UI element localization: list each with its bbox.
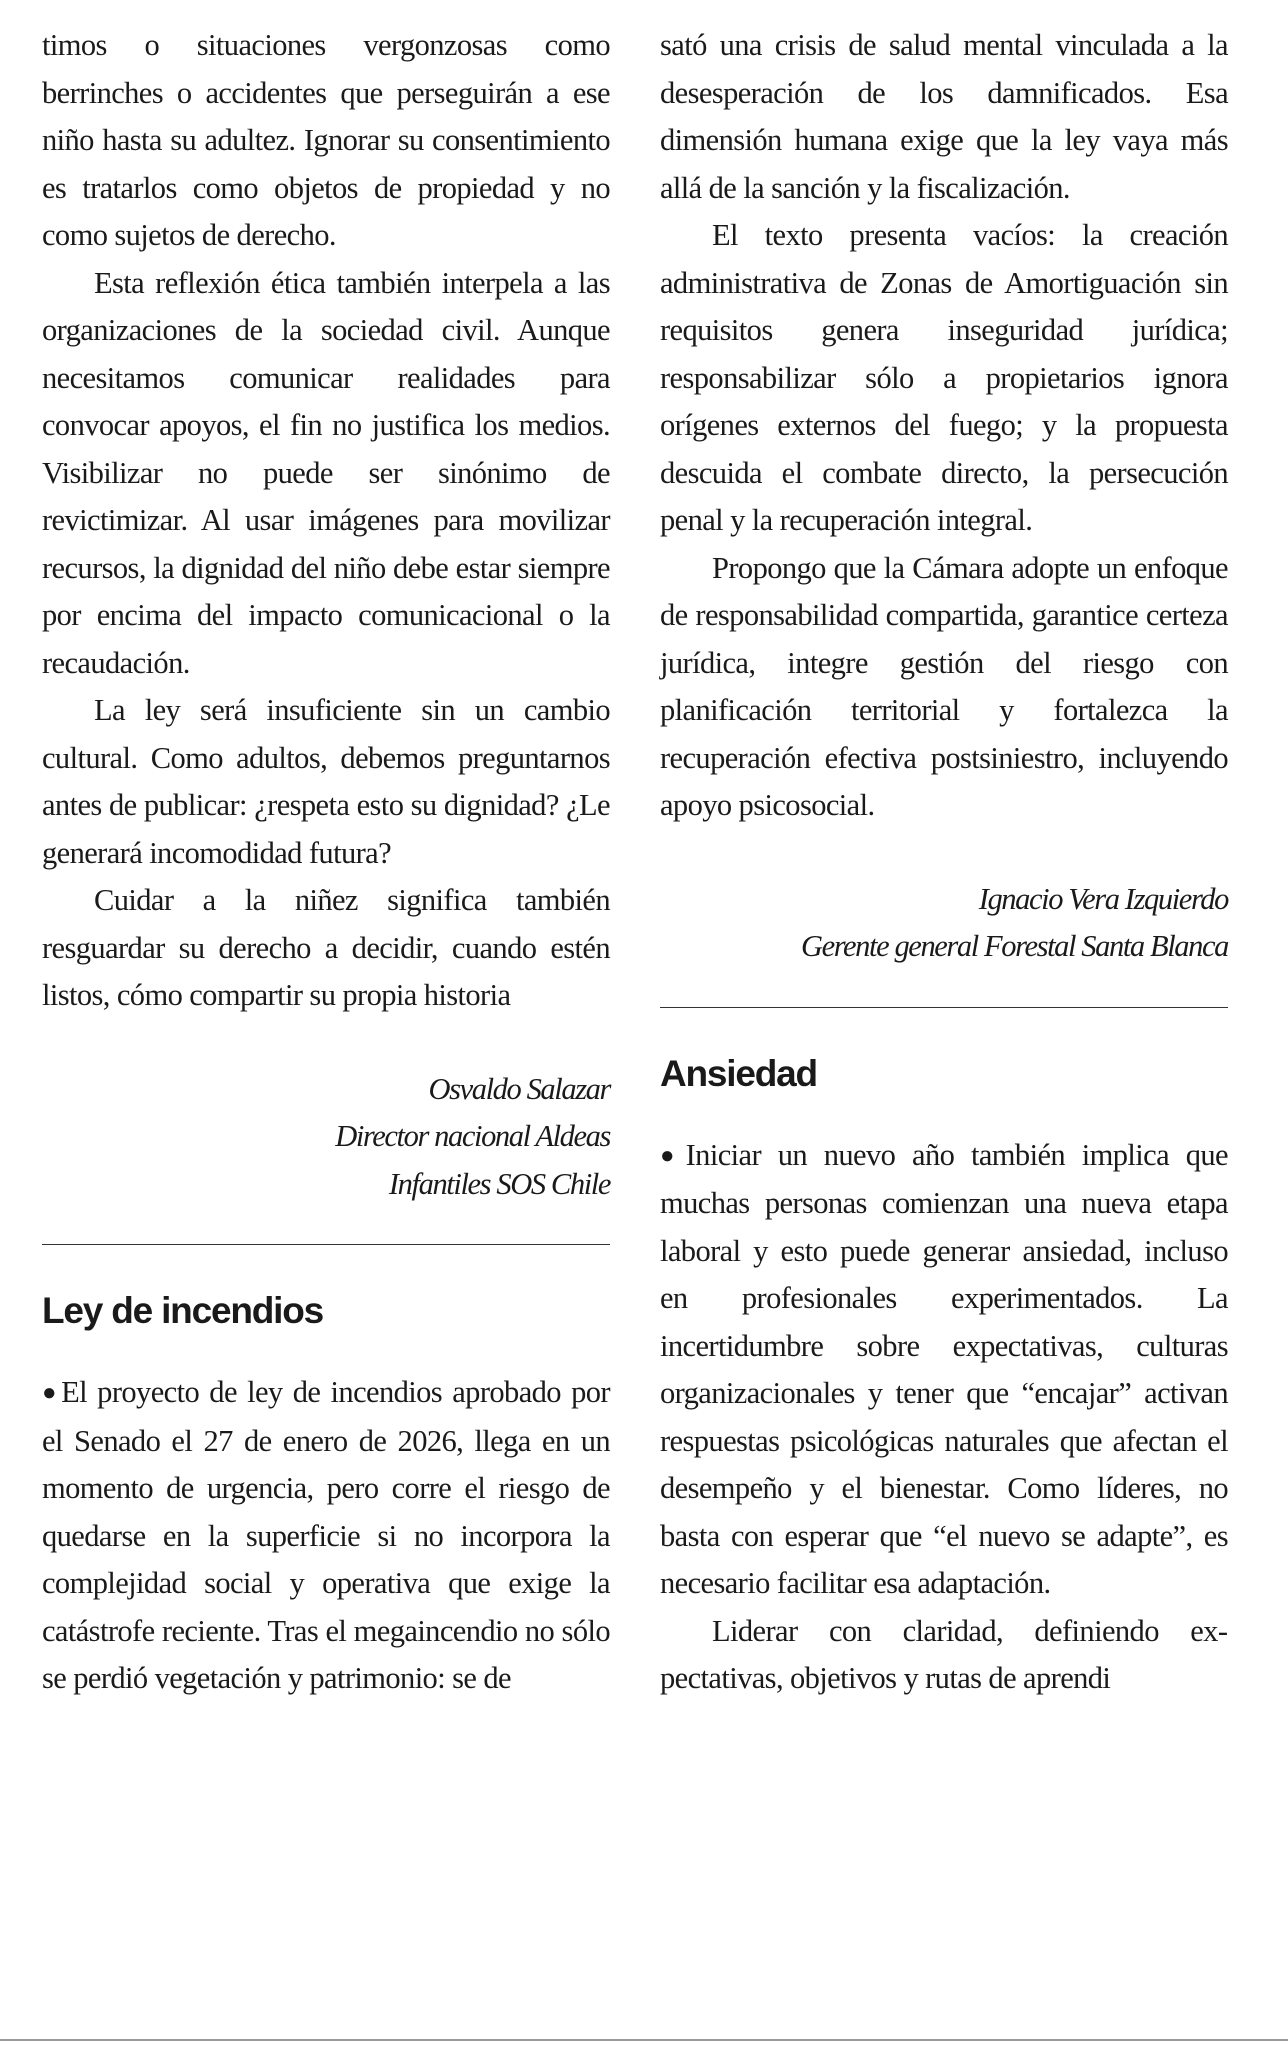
incendios-paragraph-1	[42, 1369, 610, 1703]
section-divider	[660, 1007, 1228, 1008]
signature-block-salazar	[42, 1066, 610, 1209]
section-divider	[42, 1244, 610, 1245]
signature-title-line-1: Director nacional Aldeas	[335, 1119, 610, 1153]
signature-name: Osvaldo Salazar	[428, 1071, 610, 1106]
right-paragraph-3: Propongo que la Cámara adopte un enfoque de responsabilidad compartida, garantice certeza jurídica, integre gestión del riesgo con planificación territorial y fortalezca la recuperación efectiva postsiniestro, incluyendo apoyo psicosocial.	[660, 550, 1228, 822]
ansiedad-paragraph-1-text: Iniciar un nuevo año también implica que muchas personas comienzan una nueva etapa laboral y esto puede generar ansiedad, incluso en profesionales experimentados. La incertidumbre sobre expectativas, culturas organizacionales y tener que “encajar” activan respuestas psicológicas naturales que afectan el desempeño y el bienestar. Como líderes, no basta con esperar que “el nuevo se adapte”, es necesario facilitar esa adaptación.	[660, 1137, 1228, 1600]
left-paragraph-2: Esta reflexión ética también interpela a las organizaciones de la sociedad civil. Aunque necesitamos comunicar realidades para convocar apoyos, el fin no justifica los medios. Visibilizar no puede ser sinónimo de revictimizar. Al usar imágenes para movilizar recursos, la dignidad del niño debe estar siempre por encima del impacto comunicacional o la recaudación.	[42, 265, 610, 680]
incendios-paragraph-1-text: El proyecto de ley de incendios aprobado por el Senado el 27 de enero de 2026, llega en un momento de urgencia, pero corre el riesgo de quedarse en la superficie si no incorpora la complejidad social y operativa que exige la catástrofe reciente. Tras el megaincendio no sólo se perdió vegetación y patrimonio: se de	[42, 1375, 610, 1695]
bullet-icon: ●	[660, 1142, 684, 1169]
right-paragraph-2: El texto presenta vacíos: la creación administrativa de Zonas de Amortiguación sin requisitos genera inseguridad jurídica; responsabilizar sólo a propietarios ignora orígenes externos del fuego; y la propuesta descuida el combate directo, la persecución penal y la recuperación integral.	[660, 218, 1228, 537]
signature-block-vera	[660, 876, 1228, 971]
signature-title: Gerente general Forestal Santa Blanca	[800, 929, 1228, 963]
section-heading-ansiedad: Ansiedad	[660, 1052, 817, 1094]
ansiedad-paragraph-2: Liderar con claridad, definiendo expectativas, objetivos y rutas de aprendi	[660, 1613, 1228, 1695]
signature-title-line-2: Infantiles SOS Chile	[388, 1166, 610, 1201]
signature-name: Ignacio Vera Izquierdo	[978, 881, 1228, 916]
left-paragraph-3: La ley será insuficiente sin un cambio cultural. Como adultos, debemos preguntarnos antes de publicar: ¿respeta esto su dignidad? ¿Le generará incomodidad futura?	[42, 693, 610, 870]
ansiedad-paragraph-1	[660, 1132, 1228, 1608]
left-paragraph-4: Cuidar a la niñez significa también resguardar su derecho a decidir, cuando estén listos, cómo compartir su propia historia	[42, 883, 610, 1012]
page-bottom-rule	[0, 2039, 1288, 2041]
right-column	[660, 22, 1228, 1703]
section-heading-ley-de-incendios: Ley de incendios	[42, 1290, 323, 1331]
left-paragraph-1: timos o situaciones vergonzosas como berrinches o accidentes que perseguirán a ese niño hasta su adultez. Ignorar su consentimiento es tratarlos como objetos de propiedad y no como sujetos de derecho.	[42, 28, 610, 252]
left-column	[42, 22, 610, 1703]
right-paragraph-1: sató una crisis de salud mental vinculada a la desesperación de los damnificados. Esa dimensión humana exige que la ley vaya más allá de la sanción y la fiscalización.	[660, 28, 1228, 205]
bullet-icon: ●	[42, 1380, 60, 1406]
